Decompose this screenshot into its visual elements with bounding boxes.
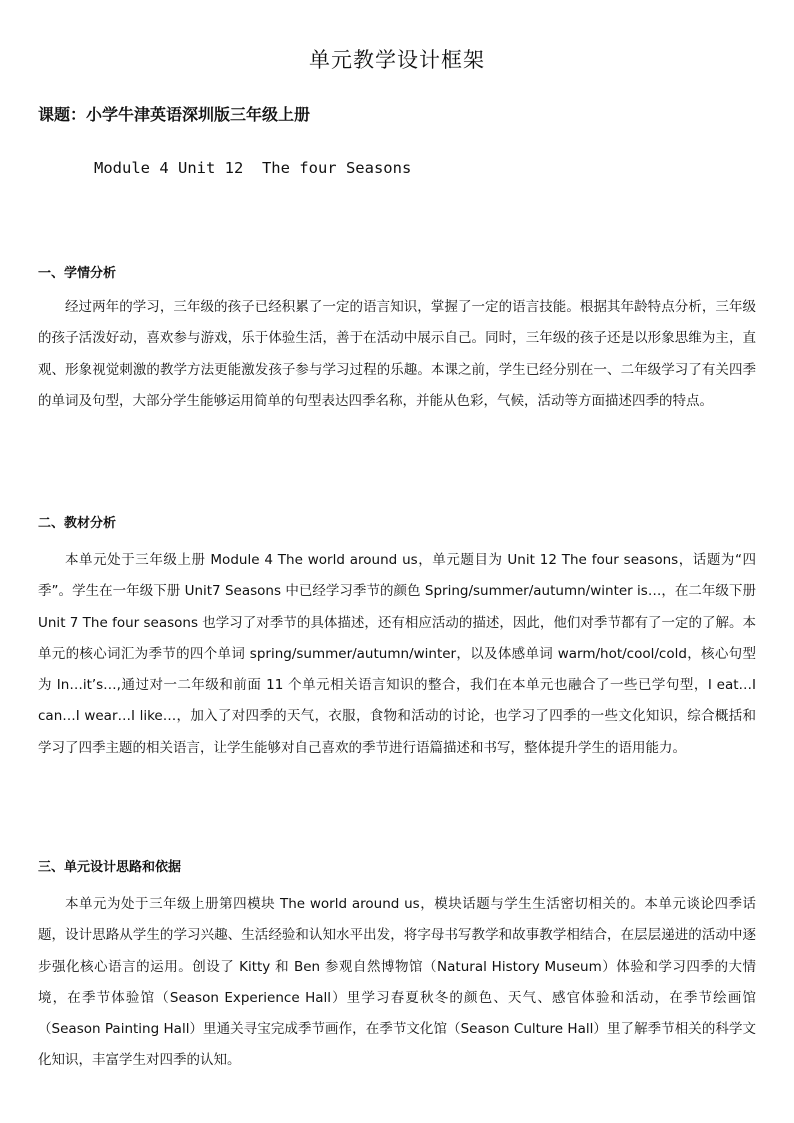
section-body-textbook-analysis: 本单元处于三年级上册 Module 4 The world around us，单元题目为 Unit 12 The four seasons，话题为“四季”。学生在一年级下册 Unit7 Seasons 中已经学习季节的颜色 Spring/summer/autumn/winter is…，在二年级下册 Unit 7 The four seasons 也学习了对季节的具体描述，还有相应活动的描述，因此，他们对季节都有了一定的了解。本单元的核心词汇为季节的四个单词 spring/summer/autumn/winter，以及体感单词 warm/hot/cool/cold，核心句型为 In…it’s…,通过对一二年级和前面 11 个单元相关语言知识的整合，我们在本单元也融合了一些已学句型，I eat…I can…I wear…I like…，加入了对四季的天气，衣服，食物和活动的讨论，也学习了四季的一些文化知识，综合概括和学习了四季主题的相关语言，让学生能够对自己喜欢的季节进行语篇描述和书写，整体提升学生的语用能力。: [38, 552, 756, 756]
section-heading-textbook-analysis: 二、教材分析: [38, 516, 117, 531]
subject-line: 课题：小学牛津英语深圳版三年级上册: [38, 105, 311, 124]
section-heading-design-rationale: 三、单元设计思路和依据: [38, 860, 182, 875]
module-unit-line: Module 4 Unit 12 The four Seasons: [94, 159, 412, 177]
section-heading-learner-analysis: 一、学情分析: [38, 266, 117, 281]
section-body-learner-analysis: 经过两年的学习，三年级的孩子已经积累了一定的语言知识，掌握了一定的语言技能。根据其年龄特点分析，三年级的孩子活泼好动，喜欢参与游戏，乐于体验生活，善于在活动中展示自己。同时，三年级的孩子还是以形象思维为主，直观、形象视觉刺激的教学方法更能激发孩子参与学习过程的乐趣。本课之前，学生已经分别在一、二年级学习了有关四季的单词及句型，大部分学生能够运用简单的句型表达四季名称，并能从色彩，气候，活动等方面描述四季的特点。: [38, 299, 756, 409]
document-title: 单元教学设计框架: [309, 48, 485, 72]
section-body-design-rationale: 本单元为处于三年级上册第四模块 The world around us，模块话题与学生生活密切相关的。本单元谈论四季话题，设计思路从学生的学习兴趣、生活经验和认知水平出发，将字母书写教学和故事教学相结合，在层层递进的活动中逐步强化核心语言的运用。创设了 Kitty 和 Ben 参观自然博物馆（Natural History Museum）体验和学习四季的大情境，在季节体验馆（Season Experience Hall）里学习春夏秋冬的颜色、天气、感官体验和活动，在季节绘画馆（Season Painting Hall）里通关寻宝完成季节画作，在季节文化馆（Season Culture Hall）里了解季节相关的科学文化知识，丰富学生对四季的认知。: [38, 896, 756, 1069]
